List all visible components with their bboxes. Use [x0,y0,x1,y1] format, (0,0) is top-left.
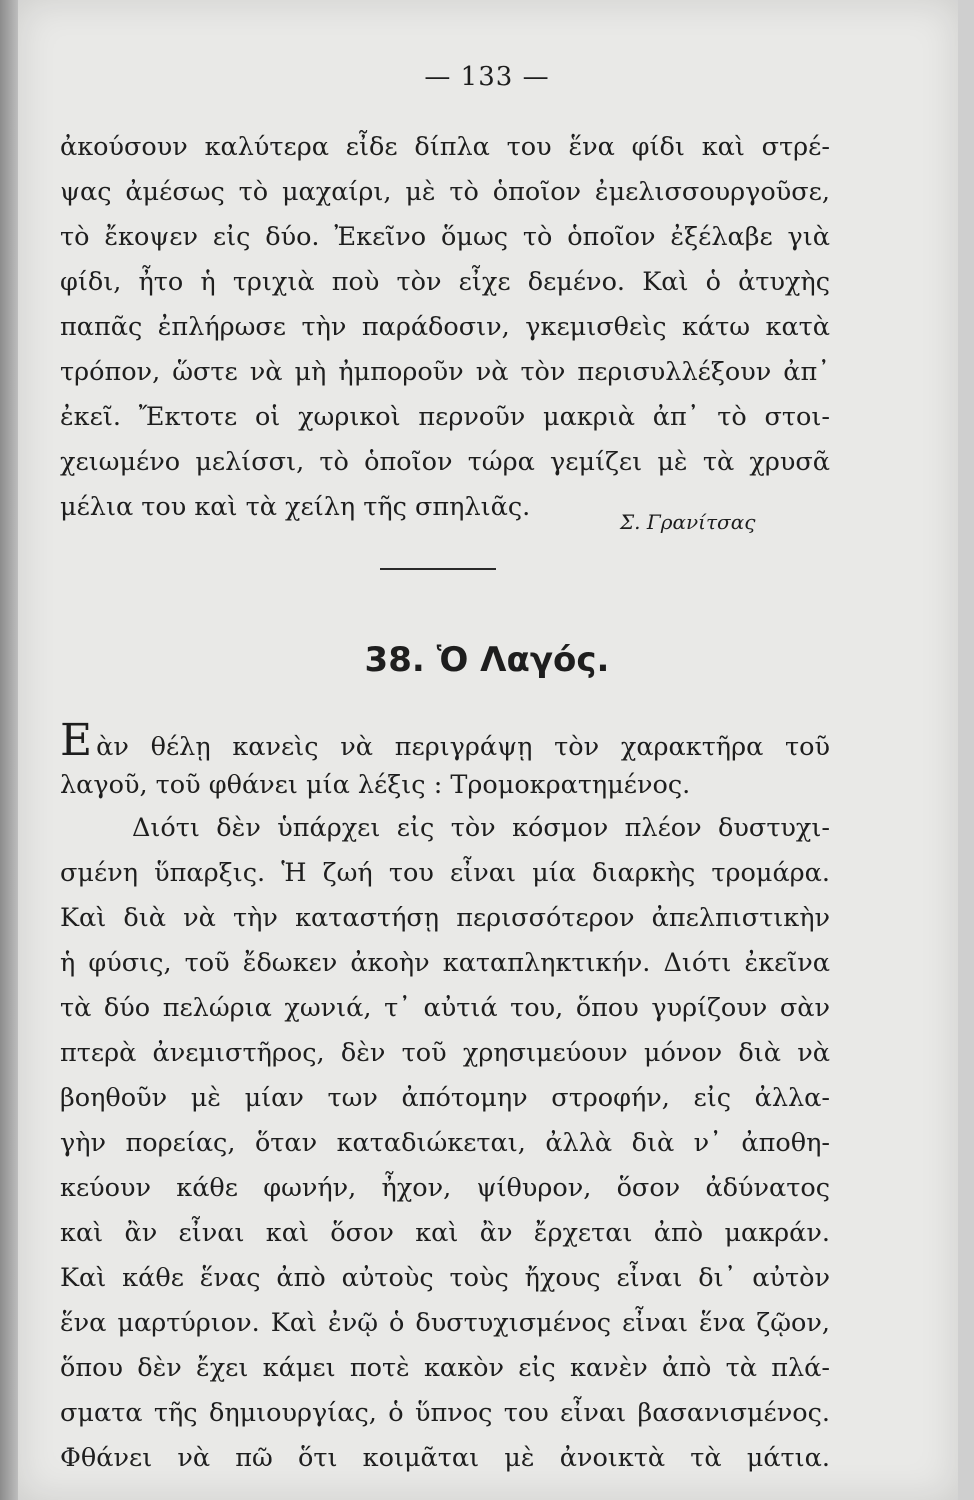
text-line: μέλια του καὶ τὰ χείλη τῆς σπηλιᾶς. [60,492,531,522]
text-line: φίδι, ἦτο ἡ τριχιὰ ποὺ τὸν εἶχε δεμένο. Καὶ ὁ ἀτυχὴς [60,267,830,297]
page-edge [0,0,18,1500]
intro-line-text: ὰν θέλῃ κανεὶς νὰ περιγράψῃ τὸν χαρακτῆρα τοῦ [96,732,830,762]
text-line: τρόπον, ὥστε νὰ μὴ ἠμποροῦν νὰ τὸν περισυλλέξουν ἀπ᾿ [60,357,830,387]
text-line: λαγοῦ, τοῦ φθάνει μία λέξις : Τρομοκρατημένος. [60,770,691,800]
text-line: τὰ δύο πελώρια χωνιά, τ᾿ αὐτιά του, ὅπου γυρίζουν σὰν [60,993,830,1023]
text-line: Φθάνει νὰ πῶ ὅτι κοιμᾶται μὲ ἀνοικτὰ τὰ μάτια. [60,1443,830,1473]
chapter-heading: 38. Ὁ Λαγός. [364,640,610,680]
author-signature: Σ. Γρανίτσας [620,510,756,534]
text-line: ὅπου δὲν ἔχει κάμει ποτὲ κακὸν εἰς κανὲν ἀπὸ τὰ πλά- [60,1353,830,1383]
text-line: τὸ ἔκοψεν εἰς δύο. Ἐκεῖνο ὅμως τὸ ὁποῖον ἐξέλαβε γιὰ [60,222,830,252]
text-line: Καὶ κάθε ἕνας ἀπὸ αὐτοὺς τοὺς ἤχους εἶναι δι᾿ αὐτὸν [60,1263,830,1293]
text-line: ἡ φύσις, τοῦ ἔδωκεν ἀκοὴν καταπληκτικήν. Διότι ἐκεῖνα [60,948,830,978]
text-line: σματα τῆς δημιουργίας, ὁ ὕπνος του εἶναι βασανισμένος. [60,1398,830,1428]
text-line: βοηθοῦν μὲ μίαν των ἀπότομην στροφήν, εἰς ἀλλα- [60,1083,830,1113]
page-number: — 133 — [424,62,550,92]
text-line: ἐκεῖ. Ἔκτοτε οἱ χωρικοὶ περνοῦν μακριὰ ἀπ᾿ τὸ στοι- [60,402,830,432]
text-line: κεύουν κάθε φωνήν, ἦχον, ψίθυρον, ὅσον ἀδύνατος [60,1173,830,1203]
chapter-intro-paragraph [60,715,830,808]
chapter-body-paragraph [60,806,830,1481]
text-line: πτερὰ ἀνεμιστῆρος, δὲν τοῦ χρησιμεύουν μόνον διὰ νὰ [60,1038,830,1068]
text-line: ἕνα μαρτύριον. Καὶ ἐνῷ ὁ δυστυχισμένος εἶναι ἕνα ζῷον, [60,1308,830,1338]
text-line: παπᾶς ἐπλήρωσε τὴν παράδοσιν, γκεμισθεὶς κάτω κατὰ [60,312,830,342]
text-line: Διότι δὲν ὑπάρχει εἰς τὸν κόσμον πλέον δυστυχι- [132,813,830,843]
text-line: σμένη ὕπαρξις. Ἡ ζωή του εἶναι μία διαρκὴς τρομάρα. [60,858,830,888]
text-line: καὶ ἂν εἶναι καὶ ὅσον καὶ ἂν ἔρχεται ἀπὸ μακράν. [60,1218,830,1248]
text-line [60,715,830,766]
text-line: γὴν πορείας, ὅταν καταδιώκεται, ἀλλὰ διὰ ν᾿ ἀποθη- [60,1128,830,1158]
text-line: χειωμένο μελίσσι, τὸ ὁποῖον τώρα γεμίζει μὲ τὰ χρυσᾶ [60,447,830,477]
drop-cap: Ε [60,715,93,766]
story-ending-paragraph [60,125,830,530]
text-line: ψας ἀμέσως τὸ μαχαίρι, μὲ τὸ ὁποῖον ἐμελισσουργοῦσε, [60,177,830,207]
text-line: Καὶ διὰ νὰ τὴν καταστήσῃ περισσότερον ἀπελπιστικὴν [60,903,830,933]
text-line: ἀκούσουν καλύτερα εἶδε δίπλα του ἕνα φίδι καὶ στρέ- [60,132,830,162]
section-divider [380,568,496,570]
